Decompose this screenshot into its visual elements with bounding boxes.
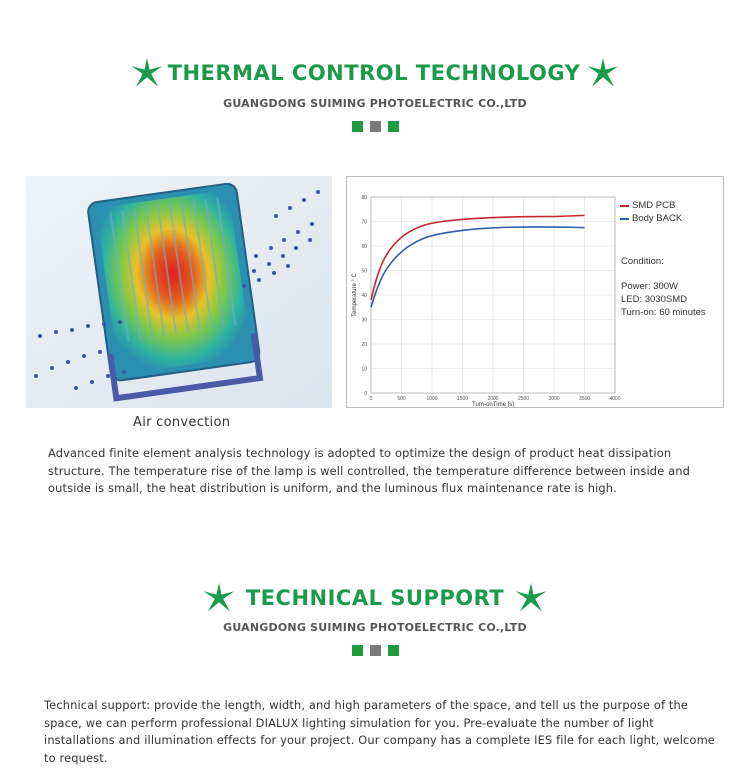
x-tick-label: 3000 [548,396,560,402]
legend-swatch-red [620,205,629,207]
section1-divider-squares [0,121,750,132]
illustration-caption: Air convection [133,415,231,430]
star-icon [586,56,620,90]
green-square [388,121,399,132]
gray-square [370,121,381,132]
section2-title-row [0,581,750,615]
y-tick-label: 70 [361,219,367,226]
x-tick-label: 1000 [426,396,438,402]
gray-square [370,645,381,656]
x-axis-label: Turn-onTime [s] [472,402,514,407]
y-tick-label: 10 [361,366,367,373]
condition-heading: Condition: [621,256,664,267]
y-tick-label: 60 [361,244,367,250]
section2-subtitle: GUANGDONG SUIMING PHOTOELECTRIC CO.,LTD [223,621,527,634]
condition-led: LED: 3030SMD [621,294,688,305]
y-tick-label: 40 [361,293,367,299]
x-tick-label: 0 [369,396,373,402]
thermal-simulation-image [26,176,332,408]
y-tick-label: 30 [361,317,367,324]
green-square [388,645,399,656]
temperature-chart [346,176,724,408]
condition-power: Power: 300W [621,281,679,292]
section1-title-row [0,56,750,90]
x-tick-label: 3500 [578,396,591,402]
green-square [352,645,363,656]
section2-title: TECHNICAL SUPPORT [245,586,505,610]
star-icon [130,56,164,90]
star-icon [202,581,236,615]
section1-title: THERMAL CONTROL TECHNOLOGY [167,61,581,85]
x-tick-label: 4000 [609,396,621,402]
section2-description: Technical support: provide the length, width, and high parameters of the space, and tell us the purpose of the space, we can perform professional DIALUX lighting simulation for you. Pre-evaluate the number of light installations and illumination effects for your project. Our company has a complete IES file for each light, welcome to request. [44,698,715,765]
x-tick-label: 500 [397,396,406,402]
legend-item-body-back [620,212,682,225]
star-icon [514,581,548,615]
chart-legend [620,199,682,225]
section1-description: Advanced finite element analysis technology is adopted to optimize the design of product heat dissipation structure. The temperature rise of the lamp is well controlled, the temperature difference between inside and outside is small, the heat distribution is uniform, and the luminous flux maintenance rate is high. [48,446,690,495]
condition-turn-on: Turn-on: 60 minutes [621,307,706,318]
x-tick-label: 1500 [456,396,469,402]
legend-label: Body BACK [632,213,683,224]
green-square [352,121,363,132]
y-tick-label: 50 [361,268,367,275]
x-tick-label: 2000 [487,396,499,402]
y-axis-label: Temperature ° C [352,273,358,317]
section2-divider-squares [0,645,750,656]
y-tick-label: 0 [364,391,367,397]
y-tick-label: 20 [361,342,367,348]
y-tick-label: 80 [361,195,367,201]
legend-item-smd-pcb [620,199,682,212]
x-tick-label: 2500 [517,396,530,402]
legend-label: SMD PCB [632,200,676,211]
legend-swatch-blue [620,218,629,220]
section1-subtitle: GUANGDONG SUIMING PHOTOELECTRIC CO.,LTD [223,97,527,110]
